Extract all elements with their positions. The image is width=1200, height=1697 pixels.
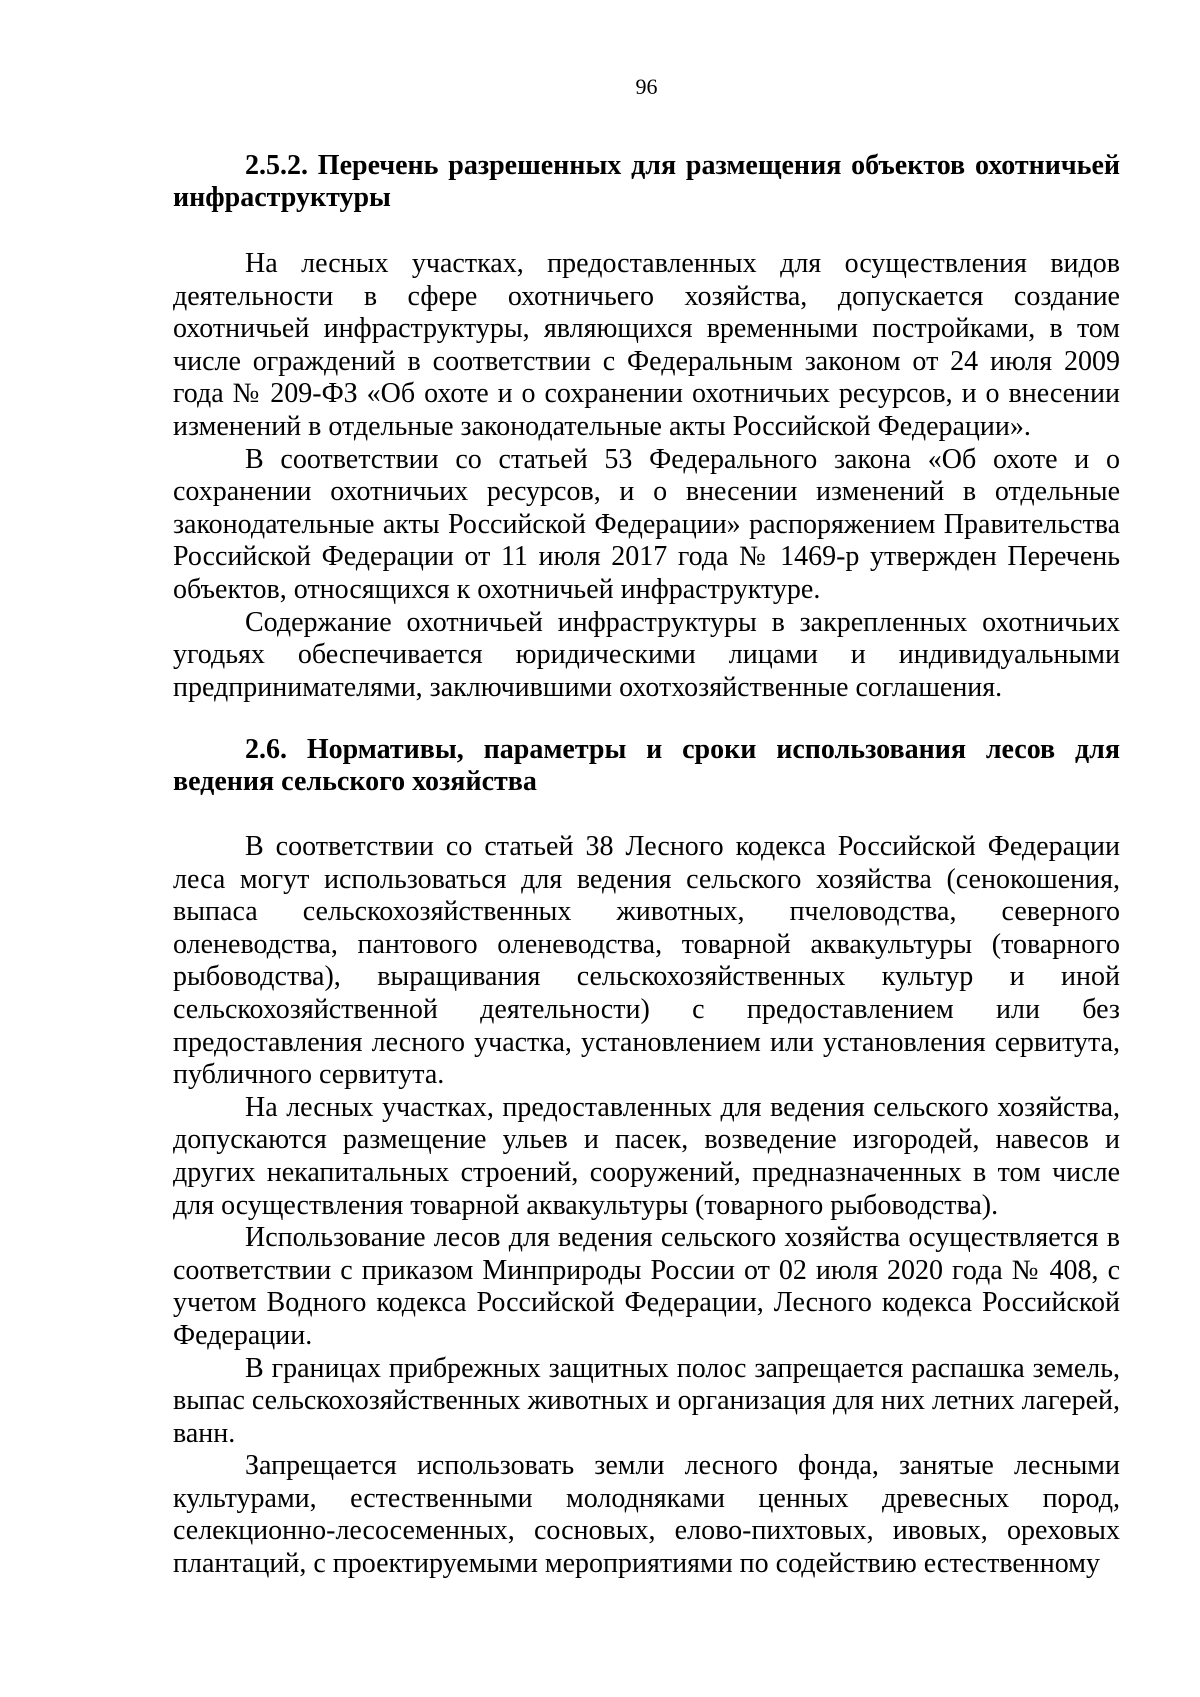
- section-heading-2-5-2: 2.5.2. Перечень разрешенных для размещения объектов охотничьей инфраструктуры: [173, 150, 1120, 213]
- page-number: 96: [635, 74, 658, 99]
- paragraph: Запрещается использовать земли лесного фонда, занятые лесными культурами, естественными молодняками ценных древесных пород, селекционно-лесосеменных, сосновых, елово-пихтовых, ивовых, ореховых плантаций, с проектируемыми мероприятиями по содействию естественному: [173, 1450, 1120, 1580]
- paragraph: На лесных участках, предоставленных для осуществления видов деятельности в сфере охотничьего хозяйства, допускается создание охотничьей инфраструктуры, являющихся временными постройками, в том числе ограждений в соответствии с Федеральным законом от 24 июля 2009 года № 209-ФЗ «Об охоте и о сохранении охотничьих ресурсов, и о внесении изменений в отдельные законодательные акты Российской Федерации».: [173, 248, 1120, 442]
- paragraph: Содержание охотничьей инфраструктуры в закрепленных охотничьих угодьях обеспечивается юридическими лицами и индивидуальными предпринимателями, заключившими охотхозяйственные соглашения.: [173, 606, 1120, 703]
- paragraph: В границах прибрежных защитных полос запрещается распашка земель, выпас сельскохозяйственных животных и организация для них летних лагерей, ванн.: [173, 1352, 1120, 1449]
- paragraph: Использование лесов для ведения сельского хозяйства осуществляется в соответствии с приказом Минприроды России от 02 июля 2020 года № 408, с учетом Водного кодекса Российской Федерации, Лесного кодекса Российской Федерации.: [173, 1222, 1120, 1351]
- paragraph: На лесных участках, предоставленных для ведения сельского хозяйства, допускаются размещение ульев и пасек, возведение изгородей, навесов и других некапитальных строений, сооружений, предназначенных в том числе для осуществления товарной аквакультуры (товарного рыбоводства).: [173, 1091, 1120, 1221]
- section-2-5-2-body: [173, 248, 1120, 704]
- section-heading-2-6: 2.6. Нормативы, параметры и сроки использования лесов для ведения сельского хозяйства: [173, 734, 1120, 797]
- section-2-6-body: [173, 831, 1120, 1581]
- paragraph: В соответствии со статьей 53 Федерального закона «Об охоте и о сохранении охотничьих ресурсов, и о внесении изменений в отдельные законодательные акты Российской Федерации» распоряжением Правительства Российской Федерации от 11 июля 2017 года № 1469-р утвержден Перечень объектов, относящихся к охотничьей инфраструктуре.: [173, 443, 1120, 605]
- paragraph: В соответствии со статьей 38 Лесного кодекса Российской Федерации леса могут использоваться для ведения сельского хозяйства (сенокошения, выпаса сельскохозяйственных животных, пчеловодства, северного оленеводства, пантового оленеводства, товарной аквакультуры (товарного рыбоводства), выращивания сельскохозяйственных культур и иной сельскохозяйственной деятельности) с предоставлением или без предоставления лесного участка, установлением или установления сервитута, публичного сервитута.: [173, 831, 1120, 1091]
- document-page: [173, 0, 1120, 1697]
